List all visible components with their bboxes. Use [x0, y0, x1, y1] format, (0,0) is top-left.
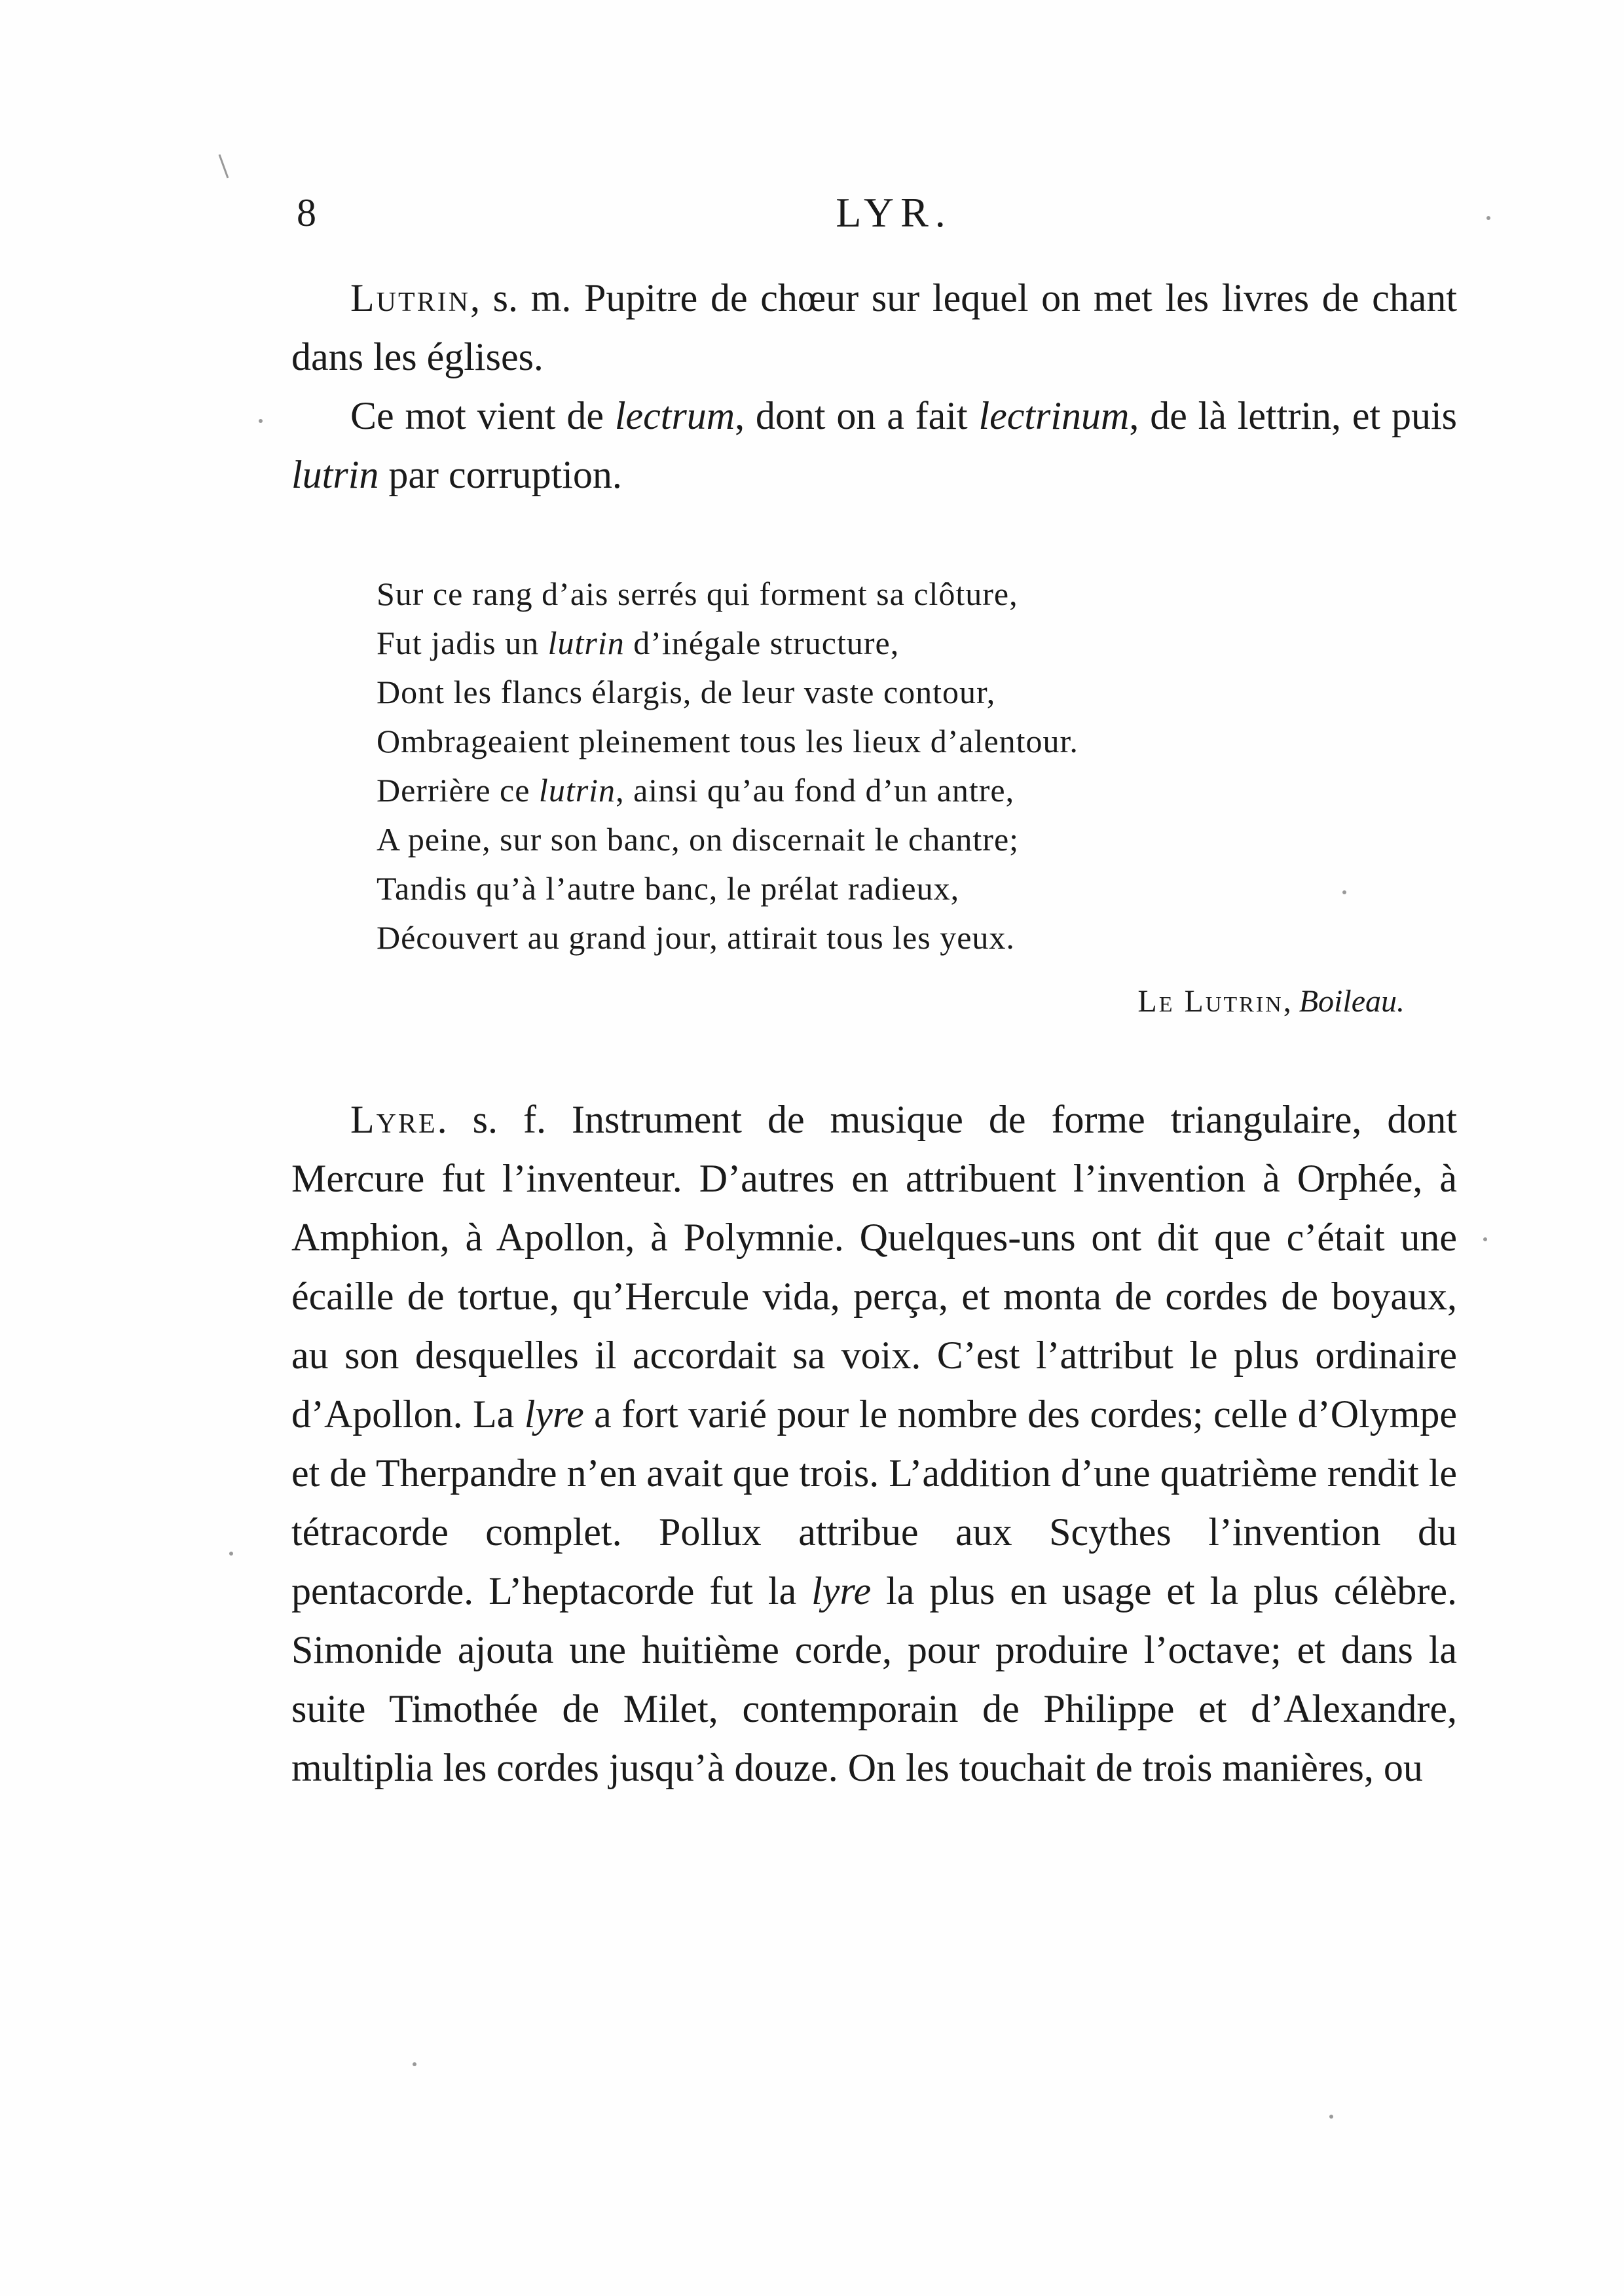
etymology-text: par corruption.: [378, 453, 622, 496]
poem-line: Dont les flancs élargis, de leur vaste contour,: [377, 674, 996, 710]
headword-lutrin: Lutrin: [350, 276, 470, 319]
etymology-term: lectrum: [614, 394, 735, 437]
entry-lutrin: [291, 268, 1457, 504]
poem-line: Sur ce rang d’ais serrés qui forment sa clôture,: [377, 575, 1018, 612]
headword-lyre: Lyre: [350, 1098, 437, 1141]
citation-author: Boileau.: [1299, 984, 1405, 1019]
definition-text: . s. f. Instrument de musique de forme triangulaire, dont Mercure fut l’inventeur. D’autres en attribuent l’invention à Orphée, à Amphion, à Apollon, à Polymnie. Quelques-uns ont dit que c’était une écaille de tortue, qu’Hercule vida, perça, et monta de cordes de boyaux, au son desquelles il accordait sa voix. C’est l’attribut le plus ordinaire d’Apollon. La: [291, 1098, 1457, 1436]
definition-text: la plus en usage et la plus célèbre. Simonide ajouta une huitième corde, pour produire l’octave; et dans la suite Timothée de Milet, contemporain de Philippe et d’Alexandre, multiplia les cordes jusqu’à douze. On les touchait de trois manières, ou: [291, 1569, 1457, 1789]
definition-text: a fort varié pour le nombre des cordes; celle d’Olympe et de Therpandre n’en avait que trois. L’addition d’une quatrième rendit le tétracorde complet. Pollux attribue aux Scythes l’invention du pentacorde. L’heptacorde fut la: [291, 1393, 1457, 1613]
entry-lutrin-etymology: [291, 386, 1457, 504]
poem-line: Tandis qu’à l’autre banc, le prélat radieux,: [377, 870, 960, 907]
page-header: [291, 183, 1470, 242]
etymology-text: , de là lettrin, et puis: [1129, 394, 1457, 437]
entry-lyre-definition: [291, 1090, 1457, 1797]
poem-quotation: [377, 570, 1424, 962]
definition-term: lyre: [811, 1569, 872, 1613]
poem-term: lutrin: [547, 625, 625, 661]
etymology-text: Ce mot vient de: [350, 394, 615, 437]
poem-citation: [946, 979, 1405, 1025]
citation-source: Le Lutrin: [1137, 984, 1283, 1019]
poem-text: Derrière ce: [377, 772, 539, 809]
definition-text: , s. m. Pupitre de chœur sur lequel on met les livres de chant dans les églises.: [291, 276, 1457, 378]
poem-term: lutrin: [538, 772, 616, 809]
poem-line: A peine, sur son banc, on discernait le chantre;: [377, 821, 1020, 858]
etymology-term: lectrinum: [978, 394, 1130, 437]
running-head: LYR.: [836, 189, 952, 236]
entry-lyre: [291, 1090, 1457, 1797]
entry-lutrin-definition: [291, 268, 1457, 386]
citation-separator: ,: [1283, 984, 1299, 1019]
page-number: 8: [297, 191, 316, 234]
definition-term: lyre: [524, 1393, 584, 1436]
etymology-term: lutrin: [291, 453, 379, 496]
poem-line: Ombrageaient pleinement tous les lieux d’alentour.: [377, 723, 1079, 759]
poem-text: , ainsi qu’au fond d’un antre,: [616, 772, 1015, 809]
poem-line: [377, 766, 1424, 815]
poem-text: Fut jadis un: [377, 625, 548, 661]
margin-speck: [1329, 2115, 1333, 2119]
poem-text: d’inégale structure,: [624, 625, 900, 661]
margin-mark: [219, 155, 229, 179]
margin-speck: [413, 2062, 416, 2066]
margin-speck: [229, 1552, 233, 1556]
etymology-text: , dont on a fait: [735, 394, 979, 437]
poem-line: [377, 619, 1424, 668]
margin-speck: [259, 419, 263, 423]
poem-line: Découvert au grand jour, attirait tous les yeux.: [377, 919, 1015, 956]
margin-speck: [1486, 216, 1490, 220]
margin-speck: [1483, 1237, 1487, 1241]
